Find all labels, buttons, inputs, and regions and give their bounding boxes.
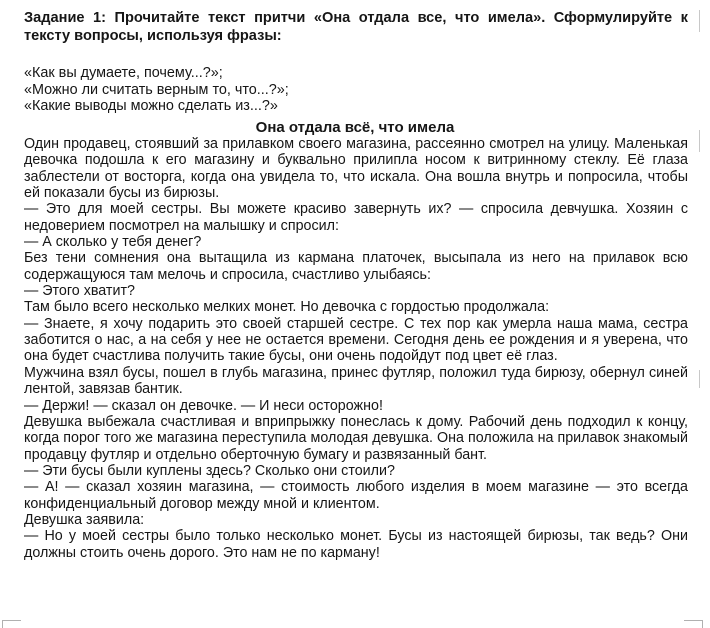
story-paragraph: — А! — сказал хозяин магазина, — стоимость любого изделия в моем магазине — это всегда конфиденциальный договор между мной и клиентом. (24, 479, 688, 512)
phrase-item: «Можно ли считать верным то, что...?»; (24, 81, 289, 98)
question-phrases (24, 65, 688, 115)
story-paragraph: — Держи! — сказал он девочке. — И неси осторожно! (24, 397, 383, 414)
margin-mark (699, 130, 700, 152)
phrase-item: «Как вы думаете, почему...?»; (24, 65, 223, 81)
story-paragraph: Девушка заявила: (24, 511, 145, 528)
story-paragraph: — Но у моей сестры было только несколько монет. Бусы из настоящей бирюзы, так ведь? Они должны стоить очень дорого. Это нам не по карману! (24, 528, 688, 561)
story-text (24, 136, 688, 561)
story-paragraph: — Это для моей сестры. Вы можете красиво завернуть их? — спросила девчушка. Хозяин с недоверием посмотрел на малышку и спросил: (24, 201, 688, 234)
margin-mark (699, 370, 700, 388)
story-paragraph: Там было всего несколько мелких монет. Но девочка с гордостью продолжала: (24, 299, 550, 316)
phrase-item: «Какие выводы можно сделать из...?» (24, 98, 278, 115)
story-paragraph: Один продавец, стоявший за прилавком своего магазина, рассеянно смотрел на улицу. Маленькая девочка подошла к его магазину и буквально прилипла носом к витринному стеклу. Её глаза заблестели от восторга, когда она увидела то, что искала. Она вошла внутрь и попросила, чтобы ей показали бусы из бирюзы. (24, 136, 688, 202)
story-paragraph: Без тени сомнения она вытащила из кармана платочек, высыпала из него на прилавок всю содержащуюся там мелочь и спросила, счастливо улыбаясь: (24, 250, 688, 283)
story-paragraph: — Знаете, я хочу подарить это своей старшей сестре. С тех пор как умерла наша мама, сестра заботится о нас, а на себя у нее не остается времени. Сегодня день ее рождения и я уверена, что она будет счастлива получить такие бусы, они очень подойдут под цвет её глаз. (24, 315, 688, 365)
story-paragraph: Мужчина взял бусы, пошел в глубь магазина, принес футляр, положил туда бирюзу, обернул синей лентой, завязав бантик. (24, 364, 688, 398)
task-heading (24, 9, 688, 45)
story-paragraph: — Этого хватит? (24, 283, 135, 300)
task-heading-line-1: Задание 1: Прочитайте текст притчи «Она отдала все, что имела». Сформулируйте к (24, 10, 688, 26)
task-heading-line-2: тексту вопросы, используя фразы: (24, 28, 282, 44)
margin-mark (699, 10, 700, 32)
story-title: Она отдала всё, что имела (255, 119, 455, 136)
story-paragraph: — Эти бусы были куплены здесь? Сколько они стоили? (24, 462, 395, 479)
story-paragraph: — А сколько у тебя денег? (24, 234, 202, 251)
story-paragraph: Девушка выбежала счастливая и вприпрыжку понеслась к дому. Рабочий день подходил к концу, когда порог того же магазина переступила молодая девушка. Она положила на прилавок знакомый продавцу футляр и отдельно оберточную бумагу и развязанный бант. (24, 413, 688, 463)
